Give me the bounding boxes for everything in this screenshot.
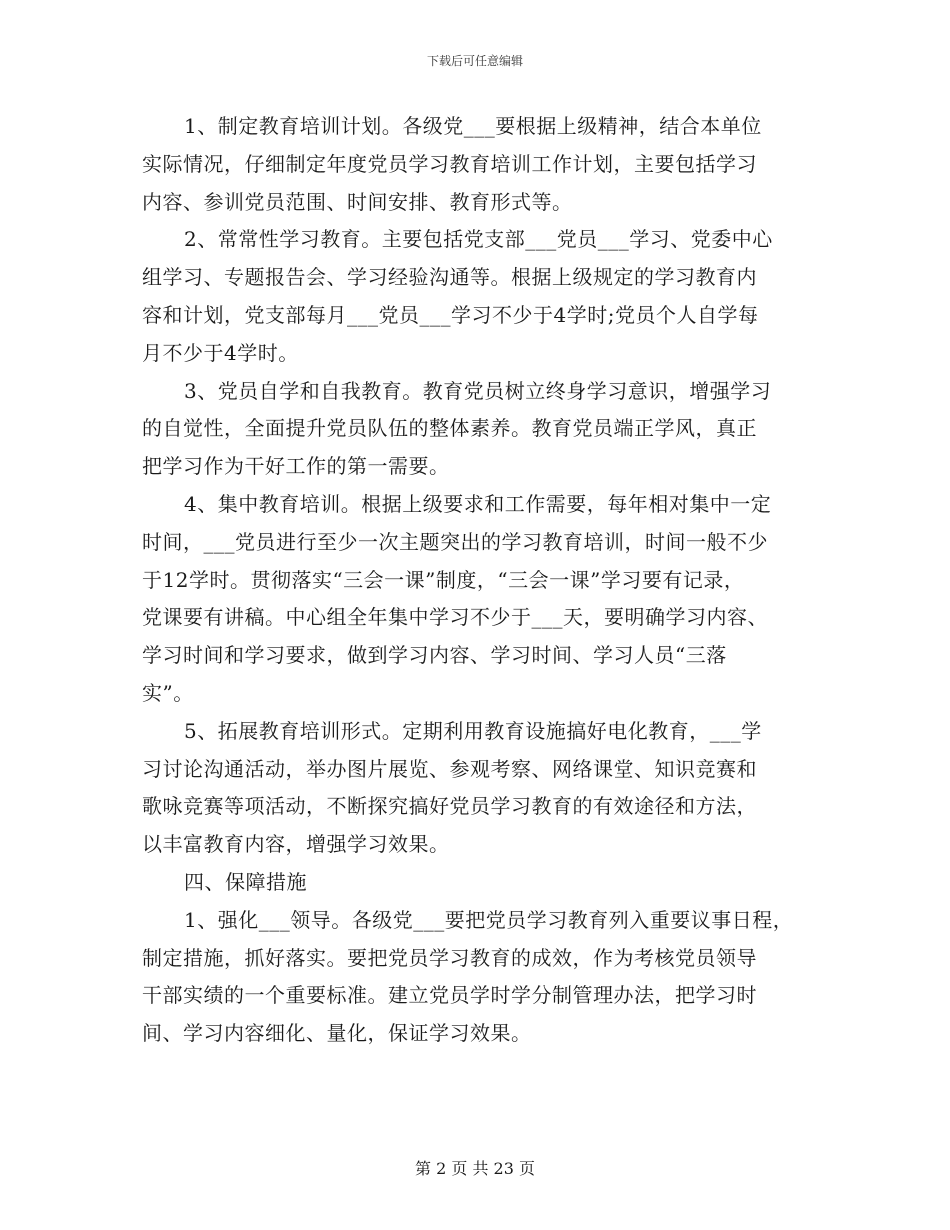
- paragraph-line: 把学习作为干好工作的第一需要。: [142, 454, 450, 479]
- paragraph-line: 3、党员自学和自我教育。教育党员树立终身学习意识，增强学习: [184, 378, 772, 403]
- paragraph-line: 组学习、专题报告会、学习经验沟通等。根据上级规定的学习教育内: [142, 265, 757, 290]
- paragraph-line: 1、制定教育培训计划。各级党___要根据上级精神，结合本单位: [184, 114, 762, 138]
- paragraph-line: 5、拓展教育培训形式。定期利用教育设施搞好电化教育，___学: [184, 718, 762, 743]
- page-number: 第 2 页 共 23 页: [415, 1159, 535, 1178]
- paragraph-line: 歌咏竞赛等项活动，不断探究搞好党员学习教育的有效途径和方法，: [142, 794, 757, 819]
- paragraph-line: 月不少于4学时。: [142, 340, 299, 365]
- paragraph-line: 2、常常性学习教育。主要包括党支部___党员___学习、党委中心: [184, 227, 773, 252]
- document-body: [142, 108, 810, 1053]
- paragraph-line: 1、强化___领导。各级党___要把党员学习教育列入重要议事日程，: [184, 907, 794, 932]
- paragraph-line: 实际情况，仔细制定年度党员学习教育培训工作计划，主要包括学习: [142, 151, 757, 176]
- paragraph-line: 以丰富教育内容，增强学习效果。: [142, 832, 450, 857]
- page-header: 下载后可任意编辑: [426, 54, 523, 68]
- paragraph-line: 4、集中教育培训。根据上级要求和工作需要，每年相对集中一定: [184, 491, 772, 516]
- paragraph-line: 制定措施，抓好落实。要把党员学习教育的成效，作为考核党员领导: [142, 945, 757, 970]
- paragraph-line: 间、学习内容细化、量化，保证学习效果。: [142, 1021, 532, 1046]
- paragraph-line: 党课要有讲稿。中心组全年集中学习不少于___天，要明确学习内容、: [142, 605, 768, 630]
- paragraph-line: 时间，___党员进行至少一次主题突出的学习教育培训，时间一般不少: [142, 529, 768, 554]
- paragraph-line: 学习时间和学习要求，做到学习内容、学习时间、学习人员“三落: [142, 643, 727, 668]
- section-heading: 四、保障措施: [184, 869, 307, 894]
- paragraph-line: 容和计划，党支部每月___党员___学习不少于4学时;党员个人自学每: [142, 302, 759, 327]
- paragraph-line: 于12学时。贯彻落实“三会一课”制度，“三会一课”学习要有记录，: [142, 567, 745, 592]
- paragraph-line: 干部实绩的一个重要标准。建立党员学时学分制管理办法，把学习时: [142, 983, 757, 1008]
- paragraph-line: 习讨论沟通活动，举办图片展览、参观考察、网络课堂、知识竞赛和: [142, 756, 757, 781]
- paragraph-line: 实”。: [142, 680, 194, 705]
- paragraph-line: 的自觉性，全面提升党员队伍的整体素养。教育党员端正学风，真正: [142, 416, 757, 441]
- paragraph-line: 内容、参训党员范围、时间安排、教育形式等。: [142, 189, 573, 214]
